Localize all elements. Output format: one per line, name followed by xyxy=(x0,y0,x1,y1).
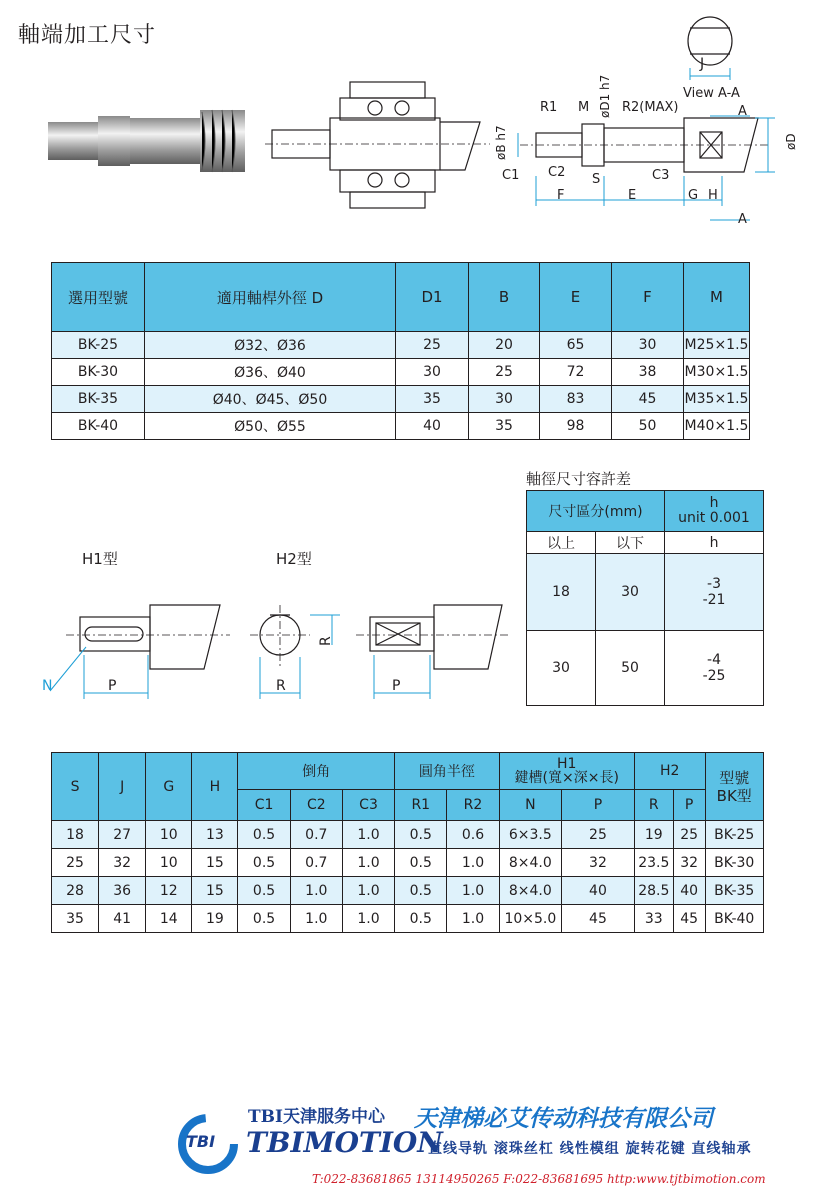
cell: 15 xyxy=(192,849,238,877)
cell: 8×4.0 xyxy=(499,849,561,877)
cell: 41 xyxy=(99,905,146,933)
bearing-section-drawing xyxy=(265,82,490,208)
cell: BK-25 xyxy=(705,821,764,849)
cell: 98 xyxy=(540,413,612,440)
table-row xyxy=(52,821,764,849)
cell: 28 xyxy=(52,877,99,905)
dim-g: G xyxy=(688,188,699,203)
dim-h: H xyxy=(708,188,718,203)
header-b: B xyxy=(469,263,540,332)
table-header-row xyxy=(52,263,750,332)
cell: 25 xyxy=(469,359,540,386)
cell: 0.5 xyxy=(238,905,290,933)
contact-line: T:022-83681865 13114950265 F:022-83681695 http:www.tjtbimotion.com xyxy=(312,1172,766,1186)
cell: 35 xyxy=(52,905,99,933)
cell: Ø32、Ø36 xyxy=(145,332,396,359)
cell: 6×3.5 xyxy=(499,821,561,849)
shaft-end-dimension-drawing xyxy=(500,8,830,238)
dim-m: M xyxy=(578,100,590,115)
header-h-unit xyxy=(665,491,764,532)
table-row xyxy=(52,849,764,877)
brand-name: TBIMOTION xyxy=(246,1126,443,1159)
cell: 83 xyxy=(540,386,612,413)
cell: BK-35 xyxy=(705,877,764,905)
cell: 50 xyxy=(612,413,684,440)
header-j: J xyxy=(99,753,146,821)
header-model xyxy=(705,753,764,821)
cell: 0.5 xyxy=(395,849,447,877)
table-row xyxy=(52,359,750,386)
dim-j: J xyxy=(700,56,705,72)
cell: 32 xyxy=(673,849,705,877)
h2-type-label: H2型 xyxy=(276,550,312,568)
sub-c3: C3 xyxy=(342,790,394,821)
header-model: 選用型號 xyxy=(52,263,145,332)
cell: 15 xyxy=(192,877,238,905)
dim-s: S xyxy=(592,172,601,187)
table-row xyxy=(52,905,764,933)
header-h2: H2 xyxy=(634,753,705,790)
cell: 40 xyxy=(673,877,705,905)
cell: 13 xyxy=(192,821,238,849)
table-subheader-row xyxy=(527,532,764,554)
header-size-range: 尺寸區分(mm) xyxy=(527,491,665,532)
dim-c2: C2 xyxy=(548,165,566,180)
h1-type-label: H1型 xyxy=(82,550,118,568)
dim-a-top: A xyxy=(738,104,747,119)
label-n: N xyxy=(42,678,53,694)
page-title: 軸端加工尺寸 xyxy=(18,23,157,48)
cell: 25 xyxy=(562,821,635,849)
cell xyxy=(665,554,764,631)
cell xyxy=(665,631,764,706)
header-model-title: 型號 xyxy=(719,768,750,787)
cell: 30 xyxy=(527,631,596,706)
dim-c3: C3 xyxy=(652,168,670,183)
cell: 20 xyxy=(469,332,540,359)
cell: 45 xyxy=(562,905,635,933)
cell: 50 xyxy=(596,631,665,706)
spec-table-main xyxy=(51,262,750,440)
table-header-row xyxy=(52,753,764,790)
cell: 0.6 xyxy=(447,821,499,849)
label-p-h2: P xyxy=(392,678,401,694)
cell: M30×1.5 xyxy=(684,359,750,386)
cell: 0.5 xyxy=(395,821,447,849)
cell: 72 xyxy=(540,359,612,386)
cell: 0.5 xyxy=(238,877,290,905)
sub-r: R xyxy=(634,790,673,821)
dim-d: øD xyxy=(784,133,798,150)
dim-r2: R2(MAX) xyxy=(622,100,679,115)
cell-upper: -4 xyxy=(707,652,721,668)
tolerance-caption: 軸徑尺寸容許差 xyxy=(526,470,632,488)
header-g: G xyxy=(146,753,192,821)
cell: 0.7 xyxy=(290,821,342,849)
cell: Ø40、Ø45、Ø50 xyxy=(145,386,396,413)
company-name: 天津梯必艾传动科技有限公司 xyxy=(414,1105,713,1132)
label-r-side: R xyxy=(318,636,334,646)
cell: 45 xyxy=(673,905,705,933)
cell: 25 xyxy=(673,821,705,849)
cell: 14 xyxy=(146,905,192,933)
sub-p2: P xyxy=(673,790,705,821)
dim-a-bottom: A xyxy=(738,212,747,227)
header-round: 圓角半徑 xyxy=(395,753,499,790)
shaft-assembly-illustration xyxy=(40,80,500,250)
cell: 1.0 xyxy=(342,821,394,849)
cell: 35 xyxy=(396,386,469,413)
header-d1: D1 xyxy=(396,263,469,332)
cell: 0.5 xyxy=(395,905,447,933)
cell: 30 xyxy=(469,386,540,413)
dim-d1: øD1 h7 xyxy=(598,74,612,118)
cell: 10×5.0 xyxy=(499,905,561,933)
header-model-sub: BK型 xyxy=(716,786,752,805)
cell: 65 xyxy=(540,332,612,359)
header-m: M xyxy=(684,263,750,332)
dim-r1: R1 xyxy=(540,100,558,115)
cell: M40×1.5 xyxy=(684,413,750,440)
service-center: TBI天津服务中心 xyxy=(248,1107,385,1127)
cell: 1.0 xyxy=(290,877,342,905)
table-header-row xyxy=(527,491,764,532)
sub-p: P xyxy=(562,790,635,821)
cell: 8×4.0 xyxy=(499,877,561,905)
dim-b: øB h7 xyxy=(494,125,508,160)
cell: 0.5 xyxy=(395,877,447,905)
cell: BK-40 xyxy=(705,905,764,933)
cell: BK-35 xyxy=(52,386,145,413)
cell: 1.0 xyxy=(342,877,394,905)
cell: Ø50、Ø55 xyxy=(145,413,396,440)
sub-to: 以下 xyxy=(596,532,665,554)
cell: 40 xyxy=(562,877,635,905)
cell: 35 xyxy=(469,413,540,440)
cell: 1.0 xyxy=(290,905,342,933)
cell: 1.0 xyxy=(342,905,394,933)
sub-c1: C1 xyxy=(238,790,290,821)
cell: 1.0 xyxy=(447,877,499,905)
cell: 10 xyxy=(146,821,192,849)
tolerance-table xyxy=(526,490,764,706)
cell: 38 xyxy=(612,359,684,386)
table-row xyxy=(52,877,764,905)
dim-view: View A-A xyxy=(683,86,740,101)
cell: 0.7 xyxy=(290,849,342,877)
header-e: E xyxy=(540,263,612,332)
cell: 36 xyxy=(99,877,146,905)
label-r-h2: R xyxy=(276,678,286,694)
shaft-photo xyxy=(48,110,245,172)
cell: BK-40 xyxy=(52,413,145,440)
cell: 45 xyxy=(612,386,684,413)
table-row xyxy=(52,413,750,440)
header-h: h xyxy=(709,495,719,511)
tbi-logo-mark: TBI xyxy=(186,1132,216,1151)
sub-r1: R1 xyxy=(395,790,447,821)
cell: 30 xyxy=(396,359,469,386)
dim-c1: C1 xyxy=(502,168,520,183)
cell: 40 xyxy=(396,413,469,440)
sub-c2: C2 xyxy=(290,790,342,821)
cell: 30 xyxy=(612,332,684,359)
cell-upper: -3 xyxy=(707,576,721,592)
cell: 32 xyxy=(562,849,635,877)
sub-h: h xyxy=(665,532,764,554)
sub-n: N xyxy=(499,790,561,821)
table-row xyxy=(527,631,764,706)
cell: 1.0 xyxy=(342,849,394,877)
cell: BK-25 xyxy=(52,332,145,359)
cell: 18 xyxy=(52,821,99,849)
table-row xyxy=(52,386,750,413)
dim-e: E xyxy=(628,188,637,203)
cell-lower: -25 xyxy=(702,668,726,684)
header-unit: unit 0.001 xyxy=(678,510,750,526)
header-h1-sub: 鍵槽(寬×深×長) xyxy=(514,770,619,786)
cell-lower: -21 xyxy=(702,592,726,608)
dim-f: F xyxy=(557,188,565,203)
cell: 19 xyxy=(634,821,673,849)
cell: 27 xyxy=(99,821,146,849)
sub-r2: R2 xyxy=(447,790,499,821)
table-row xyxy=(52,332,750,359)
cell: BK-30 xyxy=(52,359,145,386)
cell: 25 xyxy=(52,849,99,877)
header-h1-title: H1 xyxy=(557,756,577,772)
cell: Ø36、Ø40 xyxy=(145,359,396,386)
spec-table-detail xyxy=(51,752,764,933)
product-list: 直线导轨 滚珠丝杠 线性模组 旋转花键 直线轴承 xyxy=(428,1141,752,1157)
sub-from: 以上 xyxy=(527,532,596,554)
cell: 30 xyxy=(596,554,665,631)
header-f: F xyxy=(612,263,684,332)
cell: 28.5 xyxy=(634,877,673,905)
cell: 0.5 xyxy=(238,849,290,877)
header-chamfer: 倒角 xyxy=(238,753,395,790)
cell: 25 xyxy=(396,332,469,359)
cell: 19 xyxy=(192,905,238,933)
header-shaft-d: 適用軸桿外徑 D xyxy=(145,263,396,332)
header-h: H xyxy=(192,753,238,821)
label-p-h1: P xyxy=(108,678,117,694)
cell: 1.0 xyxy=(447,849,499,877)
cell: 33 xyxy=(634,905,673,933)
cell: 18 xyxy=(527,554,596,631)
cell: 23.5 xyxy=(634,849,673,877)
cell: 1.0 xyxy=(447,905,499,933)
header-s: S xyxy=(52,753,99,821)
cell: M25×1.5 xyxy=(684,332,750,359)
cell: 32 xyxy=(99,849,146,877)
cell: 10 xyxy=(146,849,192,877)
table-row xyxy=(527,554,764,631)
cell: 12 xyxy=(146,877,192,905)
cell: 0.5 xyxy=(238,821,290,849)
header-h1 xyxy=(499,753,634,790)
cell: M35×1.5 xyxy=(684,386,750,413)
cell: BK-30 xyxy=(705,849,764,877)
